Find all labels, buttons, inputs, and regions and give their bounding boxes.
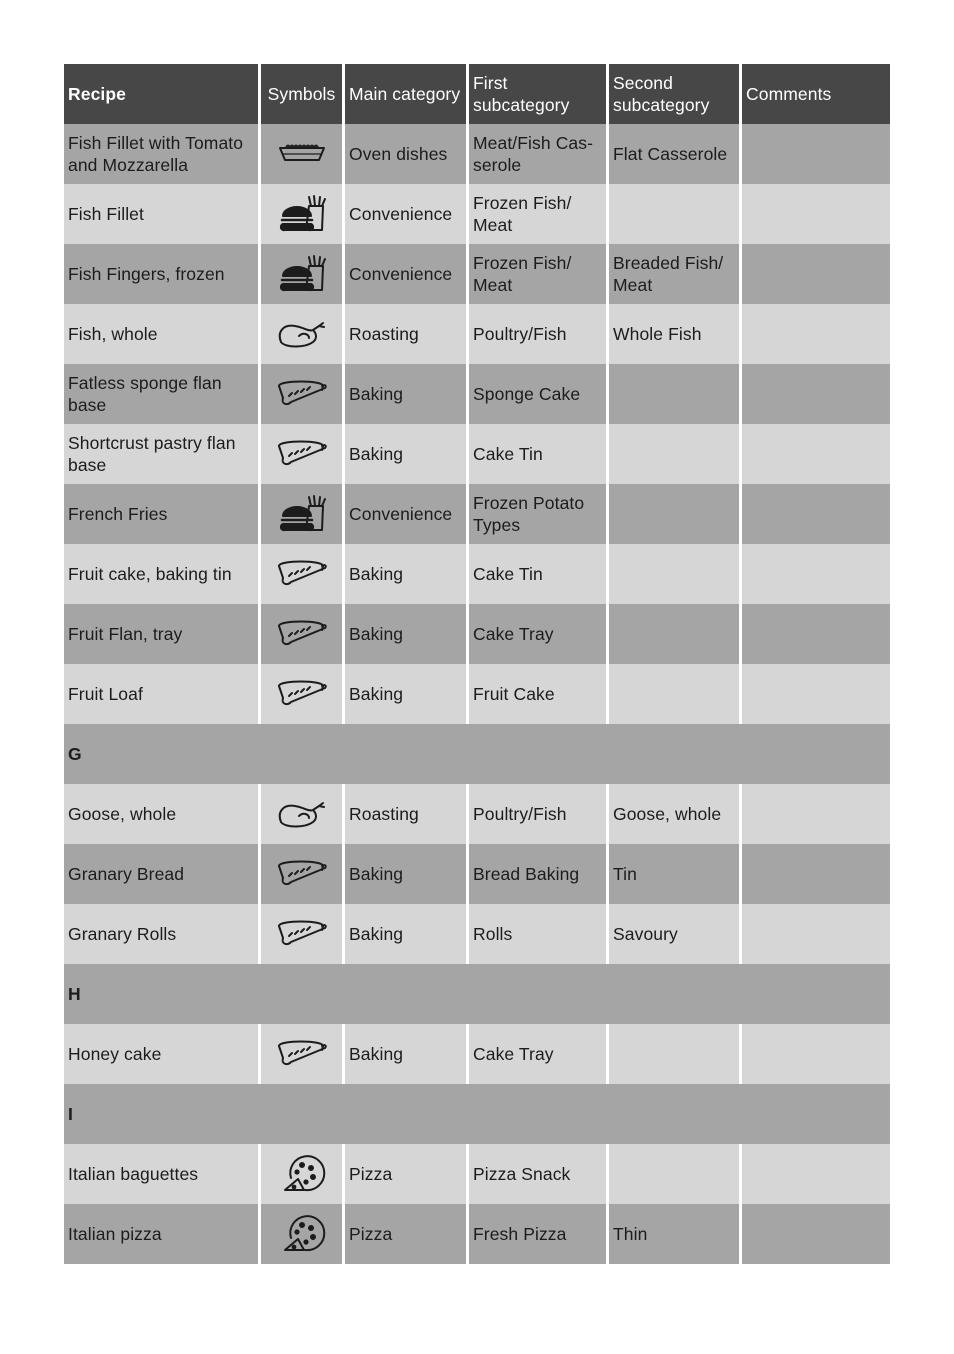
recipe-cell: Granary Rolls (68, 924, 177, 944)
first-subcategory-cell: Rolls (466, 904, 606, 964)
first-subcategory-cell: Frozen Fish/ Meat (466, 184, 606, 244)
recipe-cell: Shortcrust pastry flan base (68, 433, 236, 475)
recipe-cell: Fish Fillet (68, 204, 144, 224)
bread-loaf-icon (275, 614, 329, 654)
first-subcategory-cell: Frozen Fish/ Meat (466, 244, 606, 304)
comments-cell (739, 244, 890, 304)
main-category-cell: Baking (342, 364, 466, 424)
table-row (64, 484, 890, 544)
first-subcategory-cell: Fresh Pizza (466, 1204, 606, 1264)
recipe-cell: Granary Bread (68, 864, 185, 884)
first-subcategory-cell: Bread Baking (466, 844, 606, 904)
bread-loaf-icon (275, 674, 329, 714)
recipe-cell: Fish, whole (68, 324, 158, 344)
symbol-cell (258, 184, 342, 244)
main-category-cell: Roasting (342, 304, 466, 364)
symbol-cell (258, 604, 342, 664)
second-subcategory-cell (606, 604, 739, 664)
comments-cell (739, 784, 890, 844)
recipe-cell: Honey cake (68, 1044, 162, 1064)
second-subcategory-cell: Savoury (606, 904, 739, 964)
table-row (64, 304, 890, 364)
comments-cell (739, 904, 890, 964)
first-subcategory-cell: Cake Tin (466, 424, 606, 484)
table-row (64, 904, 890, 964)
second-subcategory-cell: Whole Fish (606, 304, 739, 364)
section-letter: I (68, 1104, 73, 1124)
first-subcategory-cell: Frozen Potato Types (466, 484, 606, 544)
header-symbols: Symbols (258, 64, 342, 124)
section-row (64, 1084, 890, 1144)
table-row (64, 244, 890, 304)
second-subcategory-cell (606, 184, 739, 244)
bread-loaf-icon (275, 554, 329, 594)
bread-loaf-icon (275, 434, 329, 474)
second-subcategory-cell (606, 544, 739, 604)
first-subcategory-cell: Cake Tin (466, 544, 606, 604)
first-subcategory-cell: Cake Tray (466, 1024, 606, 1084)
symbol-cell (258, 1204, 342, 1264)
comments-cell (739, 304, 890, 364)
symbol-cell (258, 424, 342, 484)
recipe-cell: Fruit Flan, tray (68, 624, 183, 644)
header-recipe: Recipe (68, 84, 126, 104)
recipe-cell: Fatless sponge flan base (68, 373, 222, 415)
table-row (64, 664, 890, 724)
table-row (64, 1144, 890, 1204)
header-first-subcategory: First subcategory (466, 64, 606, 124)
comments-cell (739, 664, 890, 724)
second-subcategory-cell: Thin (606, 1204, 739, 1264)
table-row (64, 784, 890, 844)
first-subcategory-cell: Pizza Snack (466, 1144, 606, 1204)
recipe-cell: Goose, whole (68, 804, 177, 824)
recipe-cell: Fish Fingers, frozen (68, 264, 225, 284)
comments-cell (739, 1144, 890, 1204)
first-subcategory-cell: Fruit Cake (466, 664, 606, 724)
recipe-cell: Italian baguettes (68, 1164, 199, 1184)
comments-cell (739, 364, 890, 424)
first-subcategory-cell: Sponge Cake (466, 364, 606, 424)
main-category-cell: Pizza (342, 1204, 466, 1264)
table-row (64, 184, 890, 244)
second-subcategory-cell: Breaded Fish/ Meat (606, 244, 739, 304)
table-body (64, 124, 890, 1264)
second-subcategory-cell (606, 1144, 739, 1204)
main-category-cell: Baking (342, 664, 466, 724)
comments-cell (739, 604, 890, 664)
bread-loaf-icon (275, 854, 329, 894)
main-category-cell: Pizza (342, 1144, 466, 1204)
main-category-cell: Baking (342, 844, 466, 904)
symbol-cell (258, 1144, 342, 1204)
main-category-cell: Baking (342, 424, 466, 484)
table-row (64, 424, 890, 484)
symbol-cell (258, 484, 342, 544)
symbol-cell (258, 124, 342, 184)
main-category-cell: Convenience (342, 184, 466, 244)
first-subcategory-cell: Meat/Fish Cas-serole (466, 124, 606, 184)
section-letter: G (68, 744, 82, 764)
recipe-cell: Fruit Loaf (68, 684, 143, 704)
comments-cell (739, 484, 890, 544)
convenience-food-icon (275, 494, 329, 534)
symbol-cell (258, 304, 342, 364)
pizza-icon (275, 1214, 329, 1254)
recipe-cell: Italian pizza (68, 1224, 162, 1244)
symbol-cell (258, 904, 342, 964)
symbol-cell (258, 544, 342, 604)
table-header (64, 64, 890, 124)
comments-cell (739, 544, 890, 604)
bread-loaf-icon (275, 1034, 329, 1074)
casserole-dish-icon (275, 134, 329, 174)
bread-loaf-icon (275, 914, 329, 954)
recipe-table (64, 64, 890, 1264)
table-row (64, 124, 890, 184)
roast-chicken-icon (275, 314, 329, 354)
second-subcategory-cell (606, 664, 739, 724)
section-letter: H (68, 984, 81, 1004)
comments-cell (739, 424, 890, 484)
comments-cell (739, 184, 890, 244)
symbol-cell (258, 364, 342, 424)
second-subcategory-cell (606, 364, 739, 424)
bread-loaf-icon (275, 374, 329, 414)
table-row (64, 364, 890, 424)
table-row (64, 844, 890, 904)
symbol-cell (258, 1024, 342, 1084)
main-category-cell: Convenience (342, 484, 466, 544)
recipe-cell: Fish Fillet with Tomato and Mozzarella (68, 133, 244, 175)
comments-cell (739, 1204, 890, 1264)
roast-chicken-icon (275, 794, 329, 834)
symbol-cell (258, 844, 342, 904)
recipe-cell: Fruit cake, baking tin (68, 564, 232, 584)
comments-cell (739, 1024, 890, 1084)
second-subcategory-cell: Flat Casserole (606, 124, 739, 184)
main-category-cell: Baking (342, 1024, 466, 1084)
main-category-cell: Baking (342, 604, 466, 664)
symbol-cell (258, 784, 342, 844)
first-subcategory-cell: Poultry/Fish (466, 304, 606, 364)
second-subcategory-cell (606, 424, 739, 484)
section-row (64, 964, 890, 1024)
table-row (64, 604, 890, 664)
first-subcategory-cell: Cake Tray (466, 604, 606, 664)
table-row (64, 1204, 890, 1264)
table-row (64, 544, 890, 604)
convenience-food-icon (275, 254, 329, 294)
second-subcategory-cell: Tin (606, 844, 739, 904)
section-row (64, 724, 890, 784)
comments-cell (739, 844, 890, 904)
header-main-category: Main category (342, 64, 466, 124)
main-category-cell: Convenience (342, 244, 466, 304)
header-comments: Comments (739, 64, 890, 124)
table-row (64, 1024, 890, 1084)
first-subcategory-cell: Poultry/Fish (466, 784, 606, 844)
recipe-cell: French Fries (68, 504, 168, 524)
second-subcategory-cell: Goose, whole (606, 784, 739, 844)
convenience-food-icon (275, 194, 329, 234)
main-category-cell: Baking (342, 904, 466, 964)
symbol-cell (258, 664, 342, 724)
comments-cell (739, 124, 890, 184)
main-category-cell: Baking (342, 544, 466, 604)
pizza-icon (275, 1154, 329, 1194)
symbol-cell (258, 244, 342, 304)
main-category-cell: Oven dishes (342, 124, 466, 184)
second-subcategory-cell (606, 484, 739, 544)
header-second-subcategory: Second subcategory (606, 64, 739, 124)
main-category-cell: Roasting (342, 784, 466, 844)
second-subcategory-cell (606, 1024, 739, 1084)
